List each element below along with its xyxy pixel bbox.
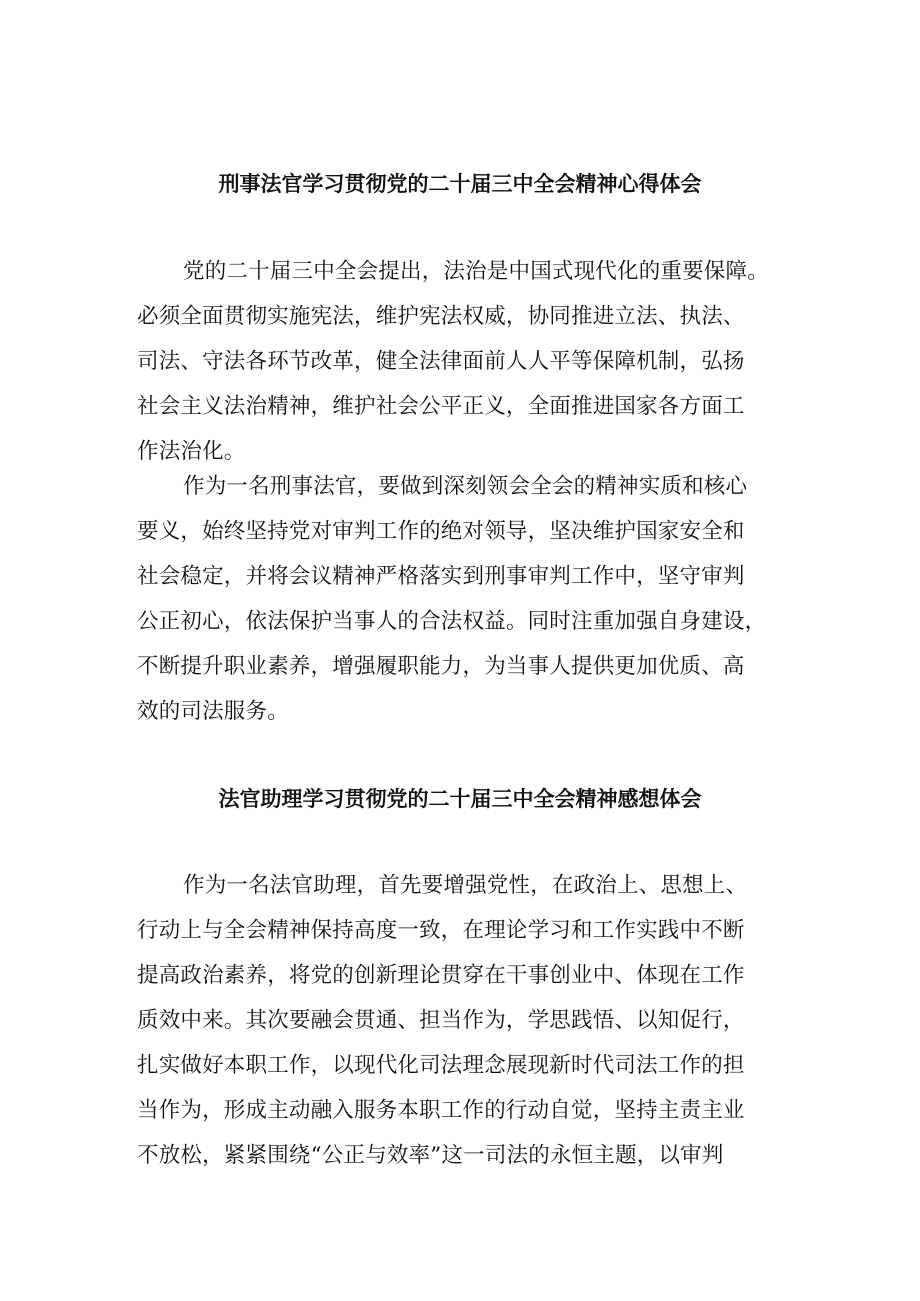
section-1-title: 刑事法官学习贯彻党的二十届三中全会精神心得体会 xyxy=(218,172,702,196)
text-line: 党的二十届三中全会提出，法治是中国式现代化的重要保障。 xyxy=(183,259,769,284)
text-line: 作为一名法官助理，首先要增强党性，在政治上、思想上、 xyxy=(183,873,748,898)
section-1-paragraph-1 xyxy=(137,249,797,474)
text-line: 作为一名刑事法官，要做到深刻领会全会的精神实质和核心 xyxy=(183,474,748,499)
text-line: 质效中来。其次要融会贯通、担当作为，学思践悟、以知促行， xyxy=(137,1008,745,1033)
text-line: 必须全面贯彻实施宪法，维护宪法权威，协同推进立法、执法、 xyxy=(137,304,745,329)
text-line: 当作为，形成主动融入服务本职工作的行动自觉，坚持主责主业 xyxy=(137,1098,745,1123)
section-2-title: 法官助理学习贯彻党的二十届三中全会精神感想体会 xyxy=(218,787,702,811)
text-line: 公正初心，依法保护当事人的合法权益。同时注重加强自身建设， xyxy=(137,609,767,634)
text-line: 社会稳定，并将会议精神严格落实到刑事审判工作中，坚守审判 xyxy=(137,564,745,589)
section-1-paragraph-2 xyxy=(137,464,797,734)
text-line: 扎实做好本职工作，以现代化司法理念展现新时代司法工作的担 xyxy=(137,1053,745,1078)
text-line: 社会主义法治精神，维护社会公平正义，全面推进国家各方面工 xyxy=(137,394,745,419)
text-line: 不断提升职业素养，增强履职能力，为当事人提供更加优质、高 xyxy=(137,654,745,679)
text-line: 提高政治素养，将党的创新理论贯穿在干事创业中、体现在工作 xyxy=(137,963,745,988)
text-line: 司法、守法各环节改革，健全法律面前人人平等保障机制，弘扬 xyxy=(137,349,745,374)
text-line: 要义，始终坚持党对审判工作的绝对领导，坚决维护国家安全和 xyxy=(137,519,745,544)
text-line: 作法治化。 xyxy=(137,439,246,464)
text-line: 效的司法服务。 xyxy=(137,699,289,724)
text-line: 行动上与全会精神保持高度一致，在理论学习和工作实践中不断 xyxy=(137,918,745,943)
text-line: 不放松，紧紧围绕“公正与效率”这一司法的永恒主题，以审判 xyxy=(137,1143,724,1168)
section-2-paragraph-1 xyxy=(137,863,797,1178)
